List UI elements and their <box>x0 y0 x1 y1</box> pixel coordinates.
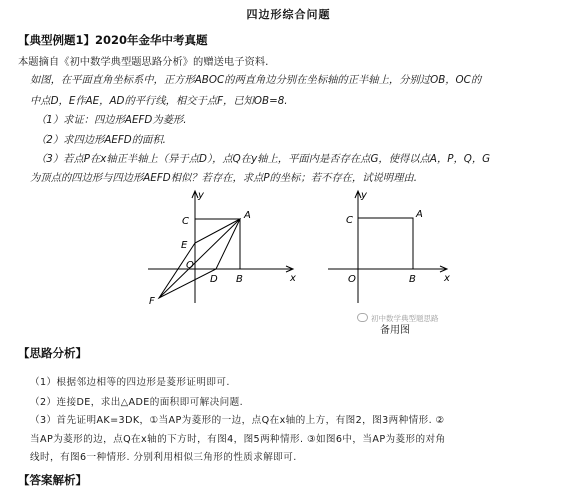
question-3-line-2: 为顶点的四边形与四边形AEFD相似？若存在，求点P的坐标；若不存在，试说明理由. <box>30 172 417 184</box>
label-o: O <box>186 260 194 271</box>
square-abco <box>195 219 240 269</box>
label-d: D <box>210 274 218 285</box>
label-y: y <box>198 190 204 201</box>
analysis-line-3: （3）首先证明AK=3DK，①当AP为菱形的一边，点Q在x轴的上方，有图2，图3两种情形. ② <box>30 415 445 426</box>
page-title: 四边形综合问题 <box>246 8 331 21</box>
label-o: O <box>348 274 356 285</box>
label-x: x <box>290 273 296 284</box>
question-1: （1）求证：四边形AEFD为菱形. <box>36 114 187 126</box>
analysis-line-5: 线时，有图6一种情形. 分别利用相似三角形的性质求解即可. <box>30 452 297 463</box>
main-figure <box>140 185 315 315</box>
label-y: y <box>361 190 367 201</box>
example-header: 【典型例题1】2020年金华中考真题 <box>18 33 208 47</box>
square-abco <box>358 218 413 269</box>
diagonal-af <box>159 219 240 298</box>
analysis-line-2: （2）连接DE，求出△ADE的面积即可解决问题. <box>30 397 244 408</box>
label-f: F <box>149 296 155 307</box>
wechat-icon <box>357 313 368 322</box>
analysis-line-4: 当AP为菱形的边，点Q在x轴的下方时，有图4，图5两种情形. ③如图6中，当AP为菱形的对角 <box>30 434 446 445</box>
problem-line-2: 中点D，E作AE，AD的平行线，相交于点F，已知OB=8. <box>30 95 288 107</box>
problem-line-1: 如图，在平面直角坐标系中，正方形ABOC的两直角边分别在坐标轴的正半轴上，分别过OB，OC的 <box>30 74 482 86</box>
label-x: x <box>444 273 450 284</box>
label-a: A <box>244 210 251 221</box>
question-2: （2）求四边形AEFD的面积. <box>36 134 166 146</box>
label-b: B <box>409 274 416 285</box>
source-line: 本题摘自《初中数学典型题思路分析》的赠送电子资料. <box>18 56 269 68</box>
figure-caption: 备用图 <box>380 325 410 336</box>
backup-figure <box>318 185 468 310</box>
label-a: A <box>416 209 423 220</box>
analysis-line-1: （1）根据邻边相等的四边形是菱形证明即可. <box>30 377 230 388</box>
label-b: B <box>236 274 243 285</box>
label-c: C <box>346 215 353 226</box>
watermark-text: 初中数学典型题思路 <box>371 314 439 323</box>
label-e: E <box>181 240 188 251</box>
answer-header: 【答案解析】 <box>18 473 87 487</box>
label-c: C <box>182 216 189 227</box>
analysis-header: 【思路分析】 <box>18 346 87 360</box>
question-3-line-1: （3）若点P在x轴正半轴上（异于点D），点Q在y轴上，平面内是否存在点G，使得以点A，P，Q，G <box>36 153 491 165</box>
